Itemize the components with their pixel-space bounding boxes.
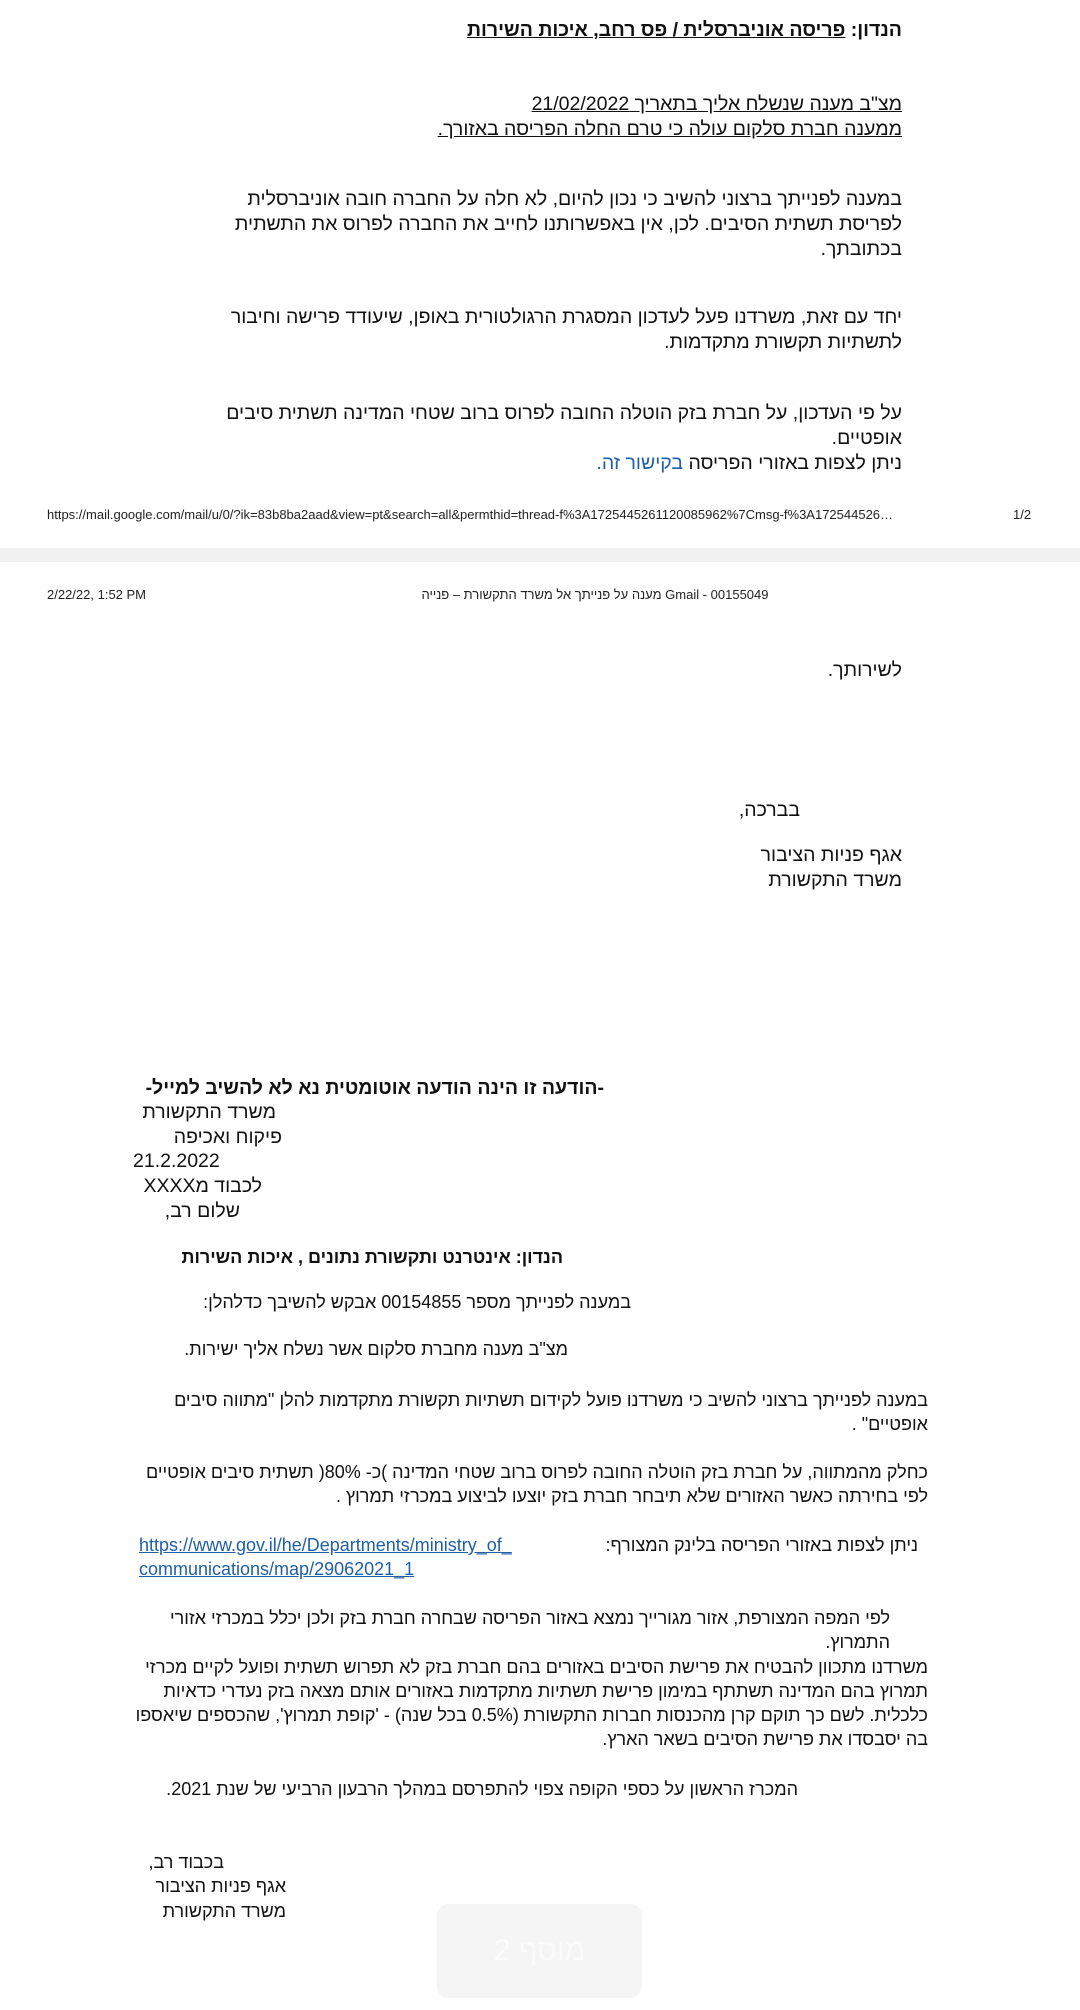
automatic-notice: -הודעה זו הינה הודעה אוטומטית נא לא להשיב למייל- bbox=[145, 1077, 604, 1099]
letter-paragraph-4: לפי המפה המצורפת, אזור מגורייך נמצא באזור הפריסה שבחרה חברת בזק ולכן יכלל במכרזי אזורי התמרוץ. bbox=[169, 1608, 890, 1652]
at-your-service: לשירותך. bbox=[827, 659, 902, 681]
print-footer-page: 1/2 bbox=[1013, 507, 1032, 522]
letter-reference: במענה לפנייתך מספר 00154855 אבקש להשיבך כדלהלן: bbox=[203, 1292, 631, 1312]
letter-subject: הנדון: אינטרנט ותקשורת נתונים , איכות השירות bbox=[181, 1247, 563, 1267]
signature-department: אגף פניות הציבור bbox=[760, 844, 902, 866]
closing-regards: בכבוד רב, bbox=[148, 1852, 224, 1872]
print-header-date: 2/22/22, 1:52 PM bbox=[47, 587, 147, 602]
letter-paragraph-2: כחלק מהמתווה, על חברת בזק הוטלה החובה לפרוס ברוב שטחי המדינה )כ- 80%( תשתית סיבים אופטיים לפי בחירתה כאשר האזורים שלא תיבחר חברת בזק יוצעו לביצוע במכרזי תמרוץ . bbox=[145, 1462, 928, 1506]
ministry-map-link[interactable]: https://www.gov.il/he/Departments/ministry_of_ communications/map/29062021_1 bbox=[139, 1535, 512, 1579]
closing-department: אגף פניות הציבור bbox=[155, 1876, 286, 1896]
page1-subject: הנדון: פריסה אוניברסלית / פס רחב, איכות השירות bbox=[467, 19, 902, 41]
page1-paragraph-3: על פי העדכון, על חברת בזק הוטלה החובה לפרוס ברוב שטחי המדינה תשתית סיבים אופטיים. bbox=[226, 402, 902, 449]
letter-paragraph-6: המכרז הראשון על כספי הקופה צפוי להתפרסם במהלך הרבעון הרביעי של שנת 2021. bbox=[166, 1779, 798, 1799]
page1-paragraph-1: במענה לפנייתך ברצוני להשיב כי נכון להיום, לא חלה על החברה חובה אוניברסלית לפריסת תשתית הסיבים. לכן, אין באפשרותנו לחייב את החברה לפרוס את התשתית בכתובתך. bbox=[234, 188, 902, 260]
attached-answer-line: מצ"ב מענה שנשלח אליך בתאריך 21/02/2022 bbox=[531, 93, 902, 115]
page-divider bbox=[0, 548, 1080, 562]
page1-paragraph-4: ניתן לצפות באזורי הפריסה בקישור זה. bbox=[596, 452, 902, 474]
letter-date: 21.2.2022 bbox=[133, 1150, 220, 1172]
letter-department: פיקוח ואכיפה bbox=[173, 1126, 282, 1148]
closing-ministry: משרד התקשורת bbox=[162, 1901, 286, 1921]
print-footer-url: https://mail.google.com/mail/u/0/?ik=83b8ba2aad&view=pt&search=all&permthid=thread-f%3A1725445261120085962%7Cmsg-f%3A172544526… bbox=[47, 507, 894, 522]
letter-recipient: לכבוד מXXXX bbox=[143, 1175, 262, 1197]
deployment-areas-link[interactable]: בקישור זה. bbox=[596, 452, 684, 474]
signature-ministry: משרד התקשורת bbox=[768, 869, 902, 891]
letter-greeting: שלום רב, bbox=[164, 1200, 240, 1222]
map-link-label: ניתן לצפות באזורי הפריסה בלינק המצורף: bbox=[605, 1535, 918, 1555]
regards: בברכה, bbox=[738, 799, 800, 821]
page-watermark: מוסף 2 bbox=[437, 1904, 642, 1998]
page1-paragraph-2: יחד עם זאת, משרדנו פעל לעדכון המסגרת הרגולטורית באופן, שיעודד פרישה וחיבור לתשתיות תקשורת מתקדמות. bbox=[230, 306, 902, 353]
cellcom-answer-attached: מצ"ב מענה מחברת סלקום אשר נשלח אליך ישירות. bbox=[184, 1339, 568, 1359]
letter-paragraph-5: משרדנו מתכוון להבטיח את פרישת הסיבים באזורים בהם חברת בזק לא תפרוש תשתית ופועל לקיים מכרזי תמרוץ בהם המדינה תשתתף במימון פרישת תשתיות מתקדמות באזורים אותם מצאה בזק נעדרי כדאיות כלכלית. לשם כך תוקם קרן מהכנסות חברות התקשורת (0.5% בכל שנה) - 'קופת תמרוץ', שהכספים שיאספו בה יסבסדו את פרישת הסיבים בשאר הארץ. bbox=[135, 1657, 928, 1749]
print-header-title: Gmail - 00155049 מענה על פנייתך אל משרד התקשורת – פנייה bbox=[421, 587, 769, 602]
letter-paragraph-1: במענה לפנייתך ברצוני להשיב כי משרדנו פועל לקידום תשתיות תקשורת מתקדמות להלן "מתווה סיבים אופטיים" . bbox=[174, 1390, 928, 1434]
letter-ministry: משרד התקשורת bbox=[142, 1101, 276, 1123]
cellcom-finding-line: ממענה חברת סלקום עולה כי טרם החלה הפריסה באזורך. bbox=[437, 118, 902, 140]
